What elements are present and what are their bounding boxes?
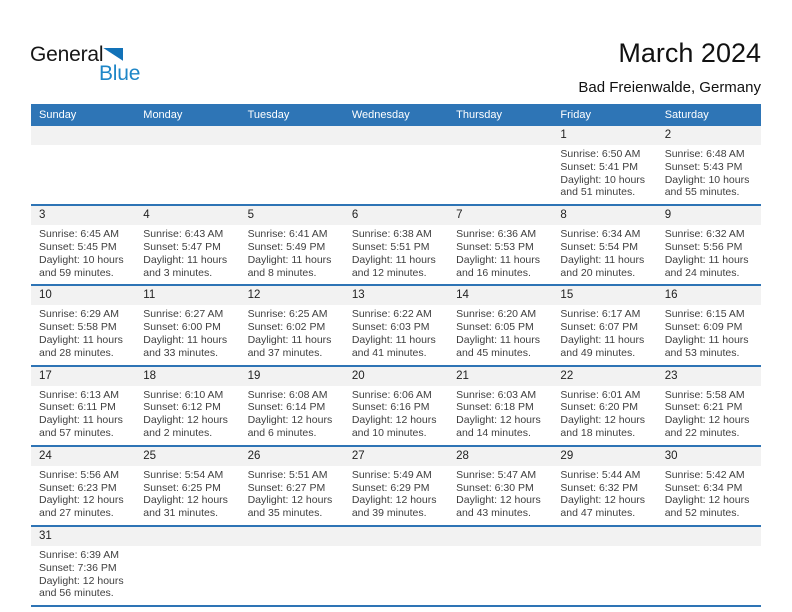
day-details	[448, 546, 552, 554]
day-details	[31, 386, 135, 445]
day-detail-line: Sunrise: 6:41 AM	[247, 228, 328, 241]
blue-triangle-icon	[103, 48, 123, 61]
day-number: 6	[344, 206, 448, 225]
day-detail-line: and 2 minutes.	[143, 426, 213, 439]
day-detail-line: Daylight: 11 hours	[247, 333, 332, 346]
day-details	[135, 386, 239, 445]
day-detail-line: and 27 minutes.	[39, 507, 114, 520]
day-detail-line: Sunset: 6:07 PM	[560, 321, 639, 334]
day-details	[135, 546, 239, 554]
day-number: 2	[657, 126, 761, 145]
day-cell-24	[31, 447, 135, 525]
day-detail-line: Daylight: 11 hours	[664, 253, 749, 266]
day-detail-line: Daylight: 11 hours	[143, 333, 228, 346]
day-number: 28	[448, 447, 552, 466]
day-detail-line: and 28 minutes.	[39, 346, 114, 359]
day-detail-line: Sunset: 7:36 PM	[39, 561, 117, 574]
day-details	[31, 145, 135, 153]
week-row	[31, 286, 761, 366]
day-cell-19	[240, 367, 344, 445]
day-detail-line: Sunset: 6:00 PM	[143, 321, 221, 334]
weekday-label-sunday: Sunday	[39, 109, 77, 121]
day-detail-line: Sunset: 5:49 PM	[247, 240, 326, 253]
day-details	[31, 225, 135, 284]
day-cell-16	[657, 286, 761, 364]
week-row	[31, 527, 761, 607]
day-cell-6	[344, 206, 448, 284]
day-detail-line: Sunrise: 6:27 AM	[143, 308, 224, 321]
day-detail-line: Sunrise: 5:49 AM	[351, 468, 432, 481]
day-detail-line: Daylight: 12 hours	[247, 414, 333, 427]
day-details	[657, 145, 761, 204]
day-detail-line: and 22 minutes.	[664, 426, 740, 439]
day-detail-line: Sunrise: 6:48 AM	[664, 148, 745, 160]
day-detail-line: and 56 minutes.	[39, 587, 114, 600]
day-detail-line: and 3 minutes.	[143, 266, 213, 279]
day-detail-line: and 39 minutes.	[351, 507, 427, 520]
day-details	[344, 386, 448, 445]
day-detail-line: and 49 minutes.	[560, 346, 636, 359]
day-detail-line: Daylight: 11 hours	[351, 333, 436, 346]
day-detail-line: Daylight: 12 hours	[39, 494, 124, 507]
day-cell-25	[135, 447, 239, 525]
day-number: 12	[240, 286, 344, 305]
day-cell-empty	[448, 126, 552, 204]
day-detail-line: Sunset: 6:05 PM	[456, 321, 534, 334]
general-blue-logo	[30, 43, 150, 85]
day-details	[657, 466, 761, 525]
day-detail-line: Sunrise: 6:01 AM	[560, 388, 641, 401]
day-cell-7	[448, 206, 552, 284]
day-detail-line: and 33 minutes.	[143, 346, 218, 359]
day-detail-line: Sunrise: 5:56 AM	[39, 468, 119, 481]
day-cell-empty	[240, 527, 344, 605]
day-detail-line: Sunrise: 6:25 AM	[247, 308, 328, 321]
day-number: 20	[344, 367, 448, 386]
day-details	[344, 466, 448, 525]
day-detail-line: and 12 minutes.	[351, 266, 427, 279]
day-detail-line: Sunset: 5:54 PM	[560, 240, 639, 253]
day-number	[448, 126, 552, 145]
day-detail-line: Sunrise: 6:36 AM	[456, 228, 537, 241]
day-detail-line: Sunrise: 5:58 AM	[664, 388, 745, 401]
day-cell-26	[240, 447, 344, 525]
day-detail-line: and 14 minutes.	[456, 426, 531, 439]
day-detail-line: Daylight: 12 hours	[39, 574, 124, 587]
day-cell-13	[344, 286, 448, 364]
day-details	[448, 386, 552, 445]
day-detail-line: Sunset: 6:09 PM	[664, 321, 743, 334]
calendar	[31, 104, 761, 607]
day-detail-line: Sunset: 5:56 PM	[664, 240, 743, 253]
page-subtitle: Bad Freienwalde, Germany	[578, 79, 761, 96]
day-cell-1	[552, 126, 656, 204]
day-details	[657, 225, 761, 284]
day-detail-line: Sunset: 6:18 PM	[456, 401, 534, 414]
day-details	[552, 466, 656, 525]
day-details	[552, 305, 656, 364]
day-cell-empty	[657, 527, 761, 605]
day-detail-line: Sunset: 6:25 PM	[143, 481, 221, 494]
day-detail-line: Sunrise: 6:34 AM	[560, 228, 641, 241]
day-details	[135, 305, 239, 364]
day-details	[135, 225, 239, 284]
day-detail-line: Sunset: 5:41 PM	[560, 160, 639, 173]
day-detail-line: Sunset: 5:47 PM	[143, 240, 221, 253]
day-detail-line: and 43 minutes.	[456, 507, 531, 520]
day-detail-line: Daylight: 11 hours	[560, 253, 645, 266]
day-detail-line: and 47 minutes.	[560, 507, 636, 520]
day-details	[448, 305, 552, 364]
header-titles	[578, 38, 761, 96]
day-detail-line: Daylight: 12 hours	[560, 494, 646, 507]
day-details	[344, 225, 448, 284]
day-details	[240, 145, 344, 153]
day-detail-line: Sunset: 6:11 PM	[39, 401, 116, 414]
day-number	[135, 527, 239, 546]
day-details	[552, 546, 656, 554]
day-details	[448, 145, 552, 153]
day-cell-14	[448, 286, 552, 364]
day-cell-20	[344, 367, 448, 445]
day-detail-line: Daylight: 10 hours	[560, 173, 646, 186]
day-number: 15	[552, 286, 656, 305]
day-detail-line: Sunrise: 6:50 AM	[560, 148, 641, 160]
day-detail-line: Sunrise: 6:39 AM	[39, 548, 119, 561]
day-cell-15	[552, 286, 656, 364]
day-detail-line: Sunset: 6:27 PM	[247, 481, 326, 494]
day-details	[552, 225, 656, 284]
day-detail-line: Daylight: 10 hours	[39, 253, 124, 266]
day-number	[344, 126, 448, 145]
day-number	[135, 126, 239, 145]
day-detail-line: Daylight: 12 hours	[456, 414, 541, 427]
day-number: 1	[552, 126, 656, 145]
day-detail-line: and 10 minutes.	[351, 426, 427, 439]
day-detail-line: Sunset: 6:03 PM	[351, 321, 430, 334]
day-detail-line: and 52 minutes.	[664, 507, 740, 520]
day-cell-3	[31, 206, 135, 284]
logo-text-general: General	[30, 43, 104, 66]
day-detail-line: Sunrise: 6:13 AM	[39, 388, 119, 401]
day-detail-line: and 20 minutes.	[560, 266, 636, 279]
day-detail-line: Daylight: 11 hours	[351, 253, 436, 266]
day-details	[240, 546, 344, 554]
day-detail-line: Daylight: 11 hours	[560, 333, 645, 346]
day-detail-line: Daylight: 11 hours	[247, 253, 332, 266]
day-number: 29	[552, 447, 656, 466]
day-detail-line: Daylight: 12 hours	[664, 494, 750, 507]
day-detail-line: Sunrise: 6:20 AM	[456, 308, 537, 321]
day-detail-line: Daylight: 12 hours	[351, 414, 437, 427]
day-detail-line: Daylight: 12 hours	[143, 414, 228, 427]
day-cell-30	[657, 447, 761, 525]
day-detail-line: and 35 minutes.	[247, 507, 323, 520]
day-detail-line: Sunrise: 6:32 AM	[664, 228, 745, 241]
day-details	[240, 305, 344, 364]
weekday-label-monday: Monday	[143, 109, 183, 121]
day-detail-line: Sunset: 6:02 PM	[247, 321, 326, 334]
day-detail-line: and 6 minutes.	[247, 426, 317, 439]
day-detail-line: and 24 minutes.	[664, 266, 740, 279]
day-detail-line: Sunrise: 6:03 AM	[456, 388, 537, 401]
day-detail-line: Daylight: 10 hours	[664, 173, 750, 186]
day-cell-empty	[344, 126, 448, 204]
day-detail-line: Sunrise: 6:10 AM	[143, 388, 224, 401]
day-detail-line: and 8 minutes.	[247, 266, 317, 279]
day-number: 22	[552, 367, 656, 386]
day-number	[31, 126, 135, 145]
day-number	[240, 527, 344, 546]
day-number	[552, 527, 656, 546]
day-detail-line: Daylight: 12 hours	[247, 494, 333, 507]
day-detail-line: Sunset: 5:43 PM	[664, 160, 743, 173]
day-number	[657, 527, 761, 546]
day-detail-line: Sunrise: 5:42 AM	[664, 468, 745, 481]
day-cell-18	[135, 367, 239, 445]
day-details	[240, 225, 344, 284]
day-details	[31, 546, 135, 605]
day-detail-line: Sunrise: 6:45 AM	[39, 228, 119, 241]
day-detail-line: Sunset: 6:30 PM	[456, 481, 534, 494]
day-details	[657, 546, 761, 554]
day-number: 31	[31, 527, 135, 546]
day-number: 9	[657, 206, 761, 225]
day-number: 5	[240, 206, 344, 225]
day-detail-line: Daylight: 11 hours	[456, 253, 540, 266]
day-number: 7	[448, 206, 552, 225]
day-detail-line: Sunset: 6:32 PM	[560, 481, 639, 494]
day-detail-line: Sunrise: 6:17 AM	[560, 308, 641, 321]
day-detail-line: and 51 minutes.	[560, 186, 636, 199]
day-detail-line: and 53 minutes.	[664, 346, 740, 359]
day-detail-line: Sunset: 6:29 PM	[351, 481, 430, 494]
day-detail-line: Sunrise: 6:38 AM	[351, 228, 432, 241]
day-cell-27	[344, 447, 448, 525]
day-detail-line: Sunrise: 6:08 AM	[247, 388, 328, 401]
day-cell-empty	[240, 126, 344, 204]
day-detail-line: Sunset: 5:53 PM	[456, 240, 534, 253]
day-detail-line: Sunrise: 6:15 AM	[664, 308, 745, 321]
day-cell-11	[135, 286, 239, 364]
day-number: 30	[657, 447, 761, 466]
weekday-label-tuesday: Tuesday	[247, 109, 290, 121]
day-detail-line: and 31 minutes.	[143, 507, 218, 520]
day-number: 4	[135, 206, 239, 225]
day-details	[31, 466, 135, 525]
day-details	[344, 305, 448, 364]
day-number	[448, 527, 552, 546]
day-cell-empty	[31, 126, 135, 204]
day-details	[31, 305, 135, 364]
day-cell-4	[135, 206, 239, 284]
day-number: 8	[552, 206, 656, 225]
day-cell-28	[448, 447, 552, 525]
day-detail-line: Sunset: 6:23 PM	[39, 481, 117, 494]
day-cell-29	[552, 447, 656, 525]
day-cell-10	[31, 286, 135, 364]
day-details	[135, 466, 239, 525]
day-detail-line: Daylight: 12 hours	[560, 414, 646, 427]
day-cell-17	[31, 367, 135, 445]
weekday-label-saturday: Saturday	[664, 109, 709, 121]
day-detail-line: Sunrise: 5:54 AM	[143, 468, 224, 481]
day-detail-line: and 18 minutes.	[560, 426, 636, 439]
day-detail-line: Sunrise: 5:51 AM	[247, 468, 328, 481]
day-number: 3	[31, 206, 135, 225]
day-details	[657, 386, 761, 445]
day-detail-line: and 45 minutes.	[456, 346, 531, 359]
day-cell-31	[31, 527, 135, 605]
day-number: 10	[31, 286, 135, 305]
day-cell-12	[240, 286, 344, 364]
day-number: 27	[344, 447, 448, 466]
day-detail-line: and 59 minutes.	[39, 266, 114, 279]
day-detail-line: Sunset: 6:21 PM	[664, 401, 743, 414]
day-detail-line: Sunrise: 6:22 AM	[351, 308, 432, 321]
day-detail-line: Daylight: 11 hours	[39, 414, 123, 427]
day-cell-9	[657, 206, 761, 284]
day-detail-line: Sunset: 6:14 PM	[247, 401, 326, 414]
day-detail-line: Sunset: 5:58 PM	[39, 321, 117, 334]
day-details	[552, 145, 656, 204]
weekday-label-thursday: Thursday	[456, 109, 502, 121]
day-detail-line: Daylight: 12 hours	[456, 494, 541, 507]
day-number	[240, 126, 344, 145]
day-number	[344, 527, 448, 546]
day-number: 11	[135, 286, 239, 305]
day-detail-line: Daylight: 11 hours	[456, 333, 540, 346]
day-number: 19	[240, 367, 344, 386]
day-number: 26	[240, 447, 344, 466]
day-details	[448, 466, 552, 525]
calendar-weeks	[31, 126, 761, 607]
day-detail-line: and 57 minutes.	[39, 426, 114, 439]
day-details	[344, 145, 448, 153]
weekday-header-row	[31, 104, 761, 126]
day-detail-line: Sunset: 6:34 PM	[664, 481, 743, 494]
day-cell-empty	[448, 527, 552, 605]
day-detail-line: Daylight: 11 hours	[664, 333, 749, 346]
day-detail-line: Sunset: 5:51 PM	[351, 240, 430, 253]
day-number: 18	[135, 367, 239, 386]
day-cell-empty	[344, 527, 448, 605]
day-details	[448, 225, 552, 284]
day-detail-line: Daylight: 12 hours	[664, 414, 750, 427]
day-number: 16	[657, 286, 761, 305]
day-detail-line: and 16 minutes.	[456, 266, 531, 279]
day-cell-21	[448, 367, 552, 445]
day-number: 13	[344, 286, 448, 305]
day-detail-line: Sunset: 6:20 PM	[560, 401, 639, 414]
day-details	[135, 145, 239, 153]
day-detail-line: and 37 minutes.	[247, 346, 323, 359]
day-detail-line: and 41 minutes.	[351, 346, 427, 359]
day-details	[240, 466, 344, 525]
week-row	[31, 206, 761, 286]
day-detail-line: and 55 minutes.	[664, 186, 740, 199]
day-cell-22	[552, 367, 656, 445]
week-row	[31, 126, 761, 206]
day-cell-5	[240, 206, 344, 284]
day-detail-line: Daylight: 11 hours	[39, 333, 123, 346]
week-row	[31, 367, 761, 447]
day-cell-23	[657, 367, 761, 445]
day-detail-line: Daylight: 11 hours	[143, 253, 228, 266]
weekday-label-wednesday: Wednesday	[351, 109, 410, 121]
day-detail-line: Sunrise: 5:44 AM	[560, 468, 641, 481]
day-number: 21	[448, 367, 552, 386]
day-number: 17	[31, 367, 135, 386]
day-detail-line: Sunrise: 6:06 AM	[351, 388, 432, 401]
day-cell-empty	[135, 527, 239, 605]
day-details	[657, 305, 761, 364]
week-row	[31, 447, 761, 527]
day-details	[240, 386, 344, 445]
day-cell-empty	[552, 527, 656, 605]
day-detail-line: Sunrise: 5:47 AM	[456, 468, 537, 481]
day-cell-8	[552, 206, 656, 284]
day-cell-2	[657, 126, 761, 204]
day-detail-line: Sunrise: 6:29 AM	[39, 308, 119, 321]
page-title: March 2024	[618, 38, 761, 68]
day-number: 25	[135, 447, 239, 466]
day-cell-empty	[135, 126, 239, 204]
day-number: 14	[448, 286, 552, 305]
weekday-label-friday: Friday	[560, 109, 591, 121]
day-number: 23	[657, 367, 761, 386]
day-detail-line: Sunrise: 6:43 AM	[143, 228, 224, 241]
day-detail-line: Daylight: 12 hours	[143, 494, 228, 507]
day-detail-line: Daylight: 12 hours	[351, 494, 437, 507]
day-detail-line: Sunset: 6:16 PM	[351, 401, 430, 414]
logo-text-blue: Blue	[99, 62, 141, 85]
day-number: 24	[31, 447, 135, 466]
day-details	[344, 546, 448, 554]
day-details	[552, 386, 656, 445]
day-detail-line: Sunset: 5:45 PM	[39, 240, 117, 253]
day-detail-line: Sunset: 6:12 PM	[143, 401, 221, 414]
